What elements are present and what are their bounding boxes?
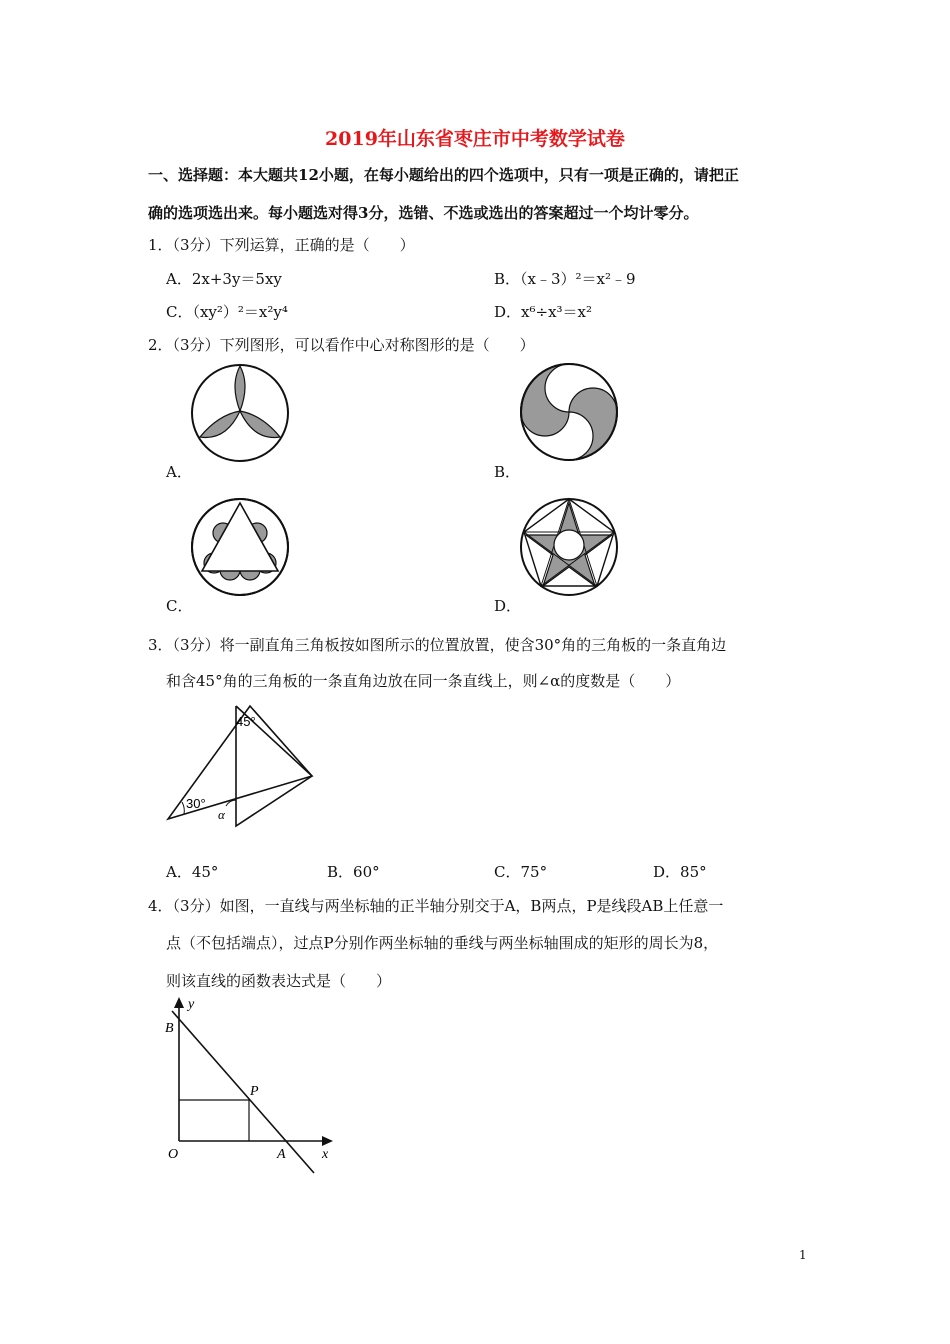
q4-stem-line2: 点（不包括端点），过点P分别作两坐标轴的垂线与两坐标轴围成的矩形的周长为8，: [166, 934, 719, 952]
q4-figure: [160, 996, 340, 1181]
q1-option-b: B．（x﹣3）²＝x²﹣9: [494, 270, 636, 288]
q4-label-y: y: [188, 997, 195, 1012]
q2-figure-a: [190, 363, 290, 463]
q3-option-a: A．45°: [166, 863, 219, 881]
q4-label-a: A: [277, 1147, 286, 1162]
q4-stem-line3: 则该直线的函数表达式是（ ）: [166, 972, 392, 990]
q3-label-45: 45°: [236, 714, 256, 729]
q2-label-d: D．: [494, 597, 522, 615]
q4-label-o: O: [168, 1147, 179, 1162]
section-heading-line2: 确的选项选出来。每小题选对得3分，选错、不选或选出的答案超过一个均计零分。: [148, 204, 699, 222]
page-number: 1: [799, 1248, 807, 1262]
q2-label-c: C．: [166, 597, 193, 615]
q3-option-b: B．60°: [327, 863, 380, 881]
q3-label-30: 30°: [186, 796, 206, 811]
q2-figure-d: [519, 497, 619, 597]
q4-label-x: x: [322, 1147, 329, 1162]
q1-option-a: A．2x+3y＝5xy: [166, 270, 282, 288]
page-title: 2019年山东省枣庄市中考数学试卷: [325, 128, 625, 150]
q3-stem-line1: 3．（3分）将一副直角三角板按如图所示的位置放置，使含30°角的三角板的一条直角边: [148, 636, 727, 654]
q2-label-a: A．: [166, 463, 192, 481]
q3-option-d: D．85°: [653, 863, 707, 881]
section-heading-line1: 一、选择题：本大题共12小题，在每小题给出的四个选项中，只有一项是正确的，请把正: [148, 166, 739, 184]
q1-stem: 1．（3分）下列运算，正确的是（ ）: [148, 236, 415, 254]
q2-label-b: B．: [494, 463, 521, 481]
q3-stem-line2: 和含45°角的三角板的一条直角边放在同一条直线上，则∠α的度数是（ ）: [166, 672, 681, 690]
q2-figure-b: [519, 362, 619, 462]
q2-stem: 2．（3分）下列图形，可以看作中心对称图形的是（ ）: [148, 336, 535, 354]
q4-label-p: P: [250, 1084, 259, 1099]
q4-stem-line1: 4．（3分）如图，一直线与两坐标轴的正半轴分别交于A，B两点，P是线段AB上任意一: [148, 897, 724, 915]
q3-figure: [164, 702, 314, 827]
q1-option-c: C．（xy²）²＝x²y⁴: [166, 303, 288, 321]
q4-label-b: B: [165, 1021, 174, 1036]
q1-option-d: D．x⁶÷x³＝x²: [494, 303, 593, 321]
q2-figure-c: [190, 497, 290, 597]
q3-label-alpha: α: [218, 807, 225, 822]
q3-option-c: C．75°: [494, 863, 548, 881]
